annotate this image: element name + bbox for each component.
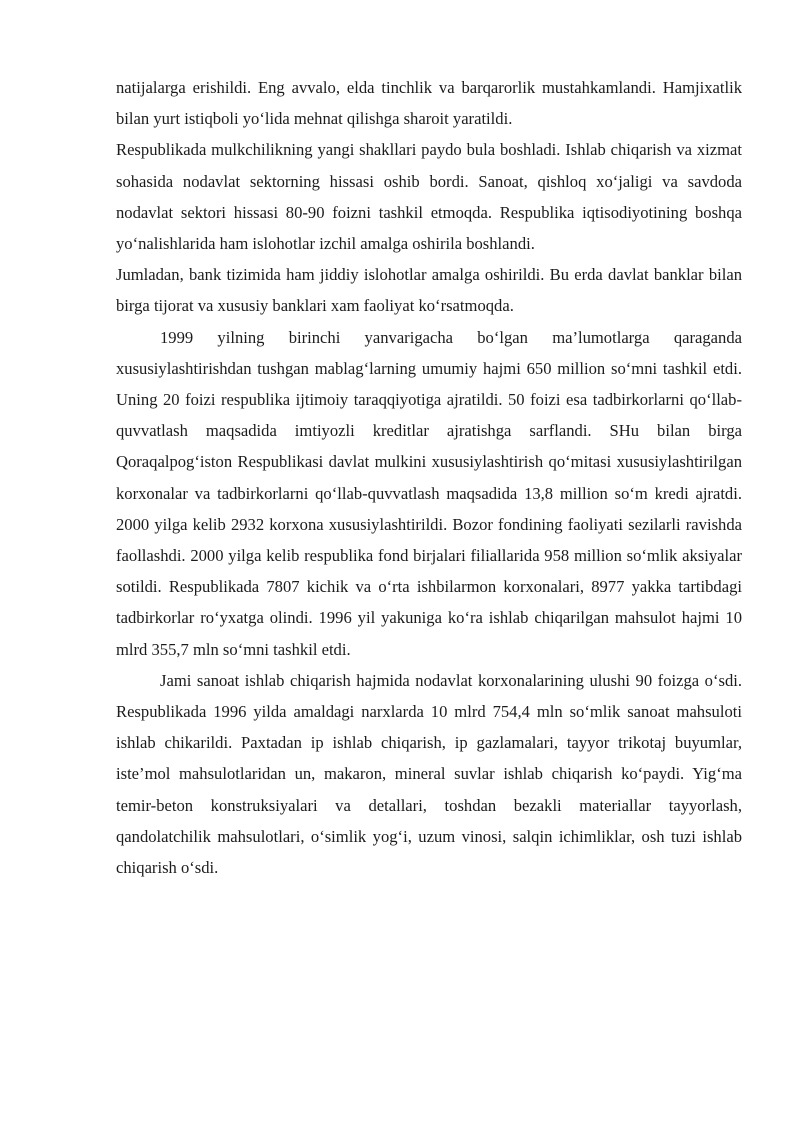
document-body	[116, 72, 742, 883]
paragraph-5: Jami sanoat ishlab chiqarish hajmida nodavlat korxonalarining ulushi 90 foizga o‘sdi. Respublikada 1996 yilda amaldagi narxlarda 10 mlrd 754,4 mln so‘mlik sanoat mahsuloti ishlab chikarildi. Paxtadan ip ishlab chiqarish, ip gazlamalari, tayyor trikotaj buyumlar, iste’mol mahsulotlaridan un, makaron, mineral suvlar ishlab chiqarish ko‘paydi. Yig‘ma temir-beton konstruksiyalari va detallari, toshdan bezakli materiallar tayyorlash, qandolatchilik mahsulotlari, o‘simlik yog‘i, uzum vinosi, salqin ichimliklar, osh tuzi ishlab chiqarish o‘sdi.	[116, 670, 742, 878]
paragraph-2: Respublikada mulkchilikning yangi shakllari paydo bula boshladi. Ishlab chiqarish va xizmat sohasida nodavlat sektorning hissasi oshib bordi. Sanoat, qishloq xo‘jaligi va savdoda nodavlat sektori hissasi 80-90 foizni tashkil etmoqda. Respublika iqtisodiyotining boshqa yo‘nalishlarida ham islohotlar izchil amalga oshirila boshlandi.	[116, 140, 742, 254]
paragraph-1: natijalarga erishildi. Eng avvalo, elda tinchlik va barqarorlik mustahkamlandi. Hamjixatlik bilan yurt istiqboli yo‘lida mehnat qilishga sharoit yaratildi.	[116, 78, 742, 129]
paragraph-3: Jumladan, bank tizimida ham jiddiy islohotlar amalga oshirildi. Bu erda davlat banklar bilan birga tijorat va xususiy banklari xam faoliyat ko‘rsatmoqda.	[116, 265, 742, 316]
paragraph-4: 1999 yilning birinchi yanvarigacha bo‘lgan ma’lumotlarga qaraganda xususiylashtirishdan tushgan mablag‘larning umumiy hajmi 650 million so‘mni tashkil etdi. Uning 20 foizi respublika ijtimoiy taraqqiyotiga ajratildi. 50 foizi esa tadbirkorlarni qo‘llab-quvvatlash maqsadida imtiyozli kreditlar ajratishga sarflandi. SHu bilan birga Qoraqalpog‘iston Respublikasi davlat mulkini xususiylashtirish qo‘mitasi xususiylashtirilgan korxonalar va tadbirkorlarni qo‘llab-quvvatlash maqsadida 13,8 million so‘m kredi ajratdi. 2000 yilga kelib 2932 korxona xususiylashtirildi. Bozor fondining faoliyati sezilarli ravishda faollashdi. 2000 yilga kelib respublika fond birjalari filiallarida 958 million so‘mlik aksiyalar sotildi. Respublikada 7807 kichik va o‘rta ishbilarmon korxonalari, 8977 yakka tartibdagi tadbirkorlar ro‘yxatga olindi. 1996 yil yakuniga ko‘ra ishlab chiqarilgan mahsulot hajmi 10 mlrd 355,7 mln so‘mni tashkil etdi.	[116, 327, 742, 659]
